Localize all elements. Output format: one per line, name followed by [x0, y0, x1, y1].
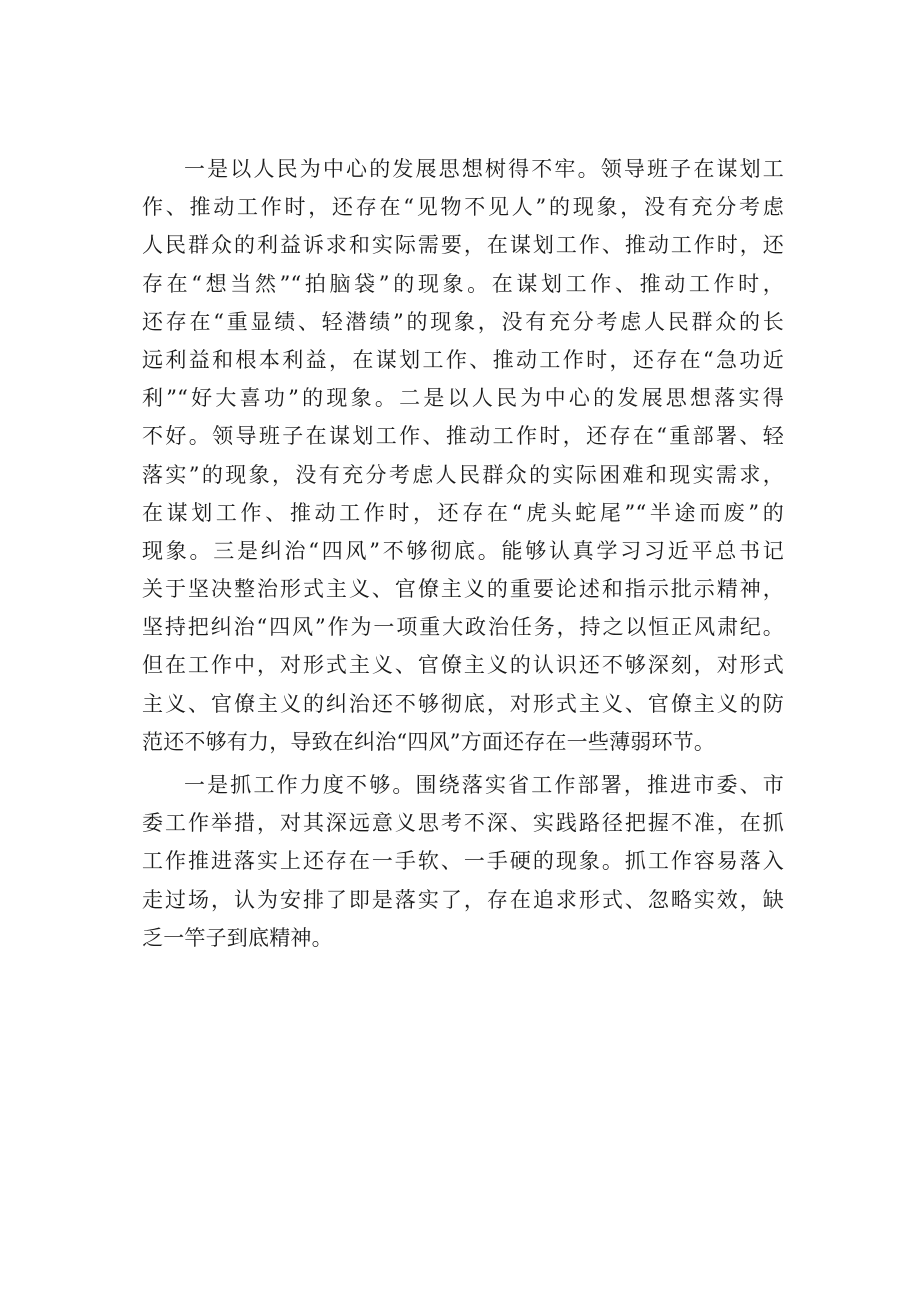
document-body — [142, 150, 784, 957]
text-line: 主义、官僚主义的纠治还不够彻底，对形式主义、官僚主义的防 — [142, 691, 784, 716]
text-line: 走过场，认为安排了即是落实了，存在追求形式、忽略实效，缺 — [142, 887, 784, 912]
text-line: 范还不够有力，导致在纠治“四风”方面还存在一些薄弱环节。 — [142, 729, 716, 754]
text-line: 存在“想当然”“拍脑袋”的现象。在谋划工作、推动工作时， — [142, 271, 784, 296]
text-line: 在谋划工作、推动工作时，还存在“虎头蛇尾”“半途而废”的 — [142, 500, 784, 525]
text-line: 还存在“重显绩、轻潜绩”的现象，没有充分考虑人民群众的长 — [142, 309, 784, 334]
text-line: 一是抓工作力度不够。围绕落实省工作部署，推进市委、市 — [184, 773, 784, 797]
text-line: 人民群众的利益诉求和实际需要，在谋划工作、推动工作时，还 — [142, 233, 784, 258]
text-line: 远利益和根本利益，在谋划工作、推动工作时，还存在“急功近 — [142, 347, 784, 372]
paragraph-1 — [142, 150, 784, 761]
text-line: 坚持把纠治“四风”作为一项重大政治任务，持之以恒正风肃纪。 — [142, 615, 784, 640]
text-line: 不好。领导班子在谋划工作、推动工作时，还存在“重部署、轻 — [142, 424, 784, 449]
text-line: 现象。三是纠治“四风”不够彻底。能够认真学习习近平总书记 — [142, 538, 784, 563]
text-line: 委工作举措，对其深远意义思考不深、实践路径把握不准，在抓 — [142, 811, 784, 836]
text-line: 关于坚决整治形式主义、官僚主义的重要论述和指示批示精神， — [142, 577, 784, 602]
text-line: 工作推进落实上还存在一手软、一手硬的现象。抓工作容易落入 — [142, 849, 784, 874]
text-line: 利”“好大喜功”的现象。二是以人民为中心的发展思想落实得 — [142, 386, 784, 411]
text-line: 作、推动工作时，还存在“见物不见人”的现象，没有充分考虑 — [142, 195, 784, 220]
text-line: 一是以人民为中心的发展思想树得不牢。领导班子在谋划工 — [184, 157, 784, 181]
text-line: 落实”的现象，没有充分考虑人民群众的实际困难和现实需求， — [142, 462, 784, 487]
paragraph-2 — [142, 766, 784, 957]
text-line: 乏一竿子到底精神。 — [142, 925, 333, 950]
text-line: 但在工作中，对形式主义、官僚主义的认识还不够深刻，对形式 — [142, 653, 784, 678]
